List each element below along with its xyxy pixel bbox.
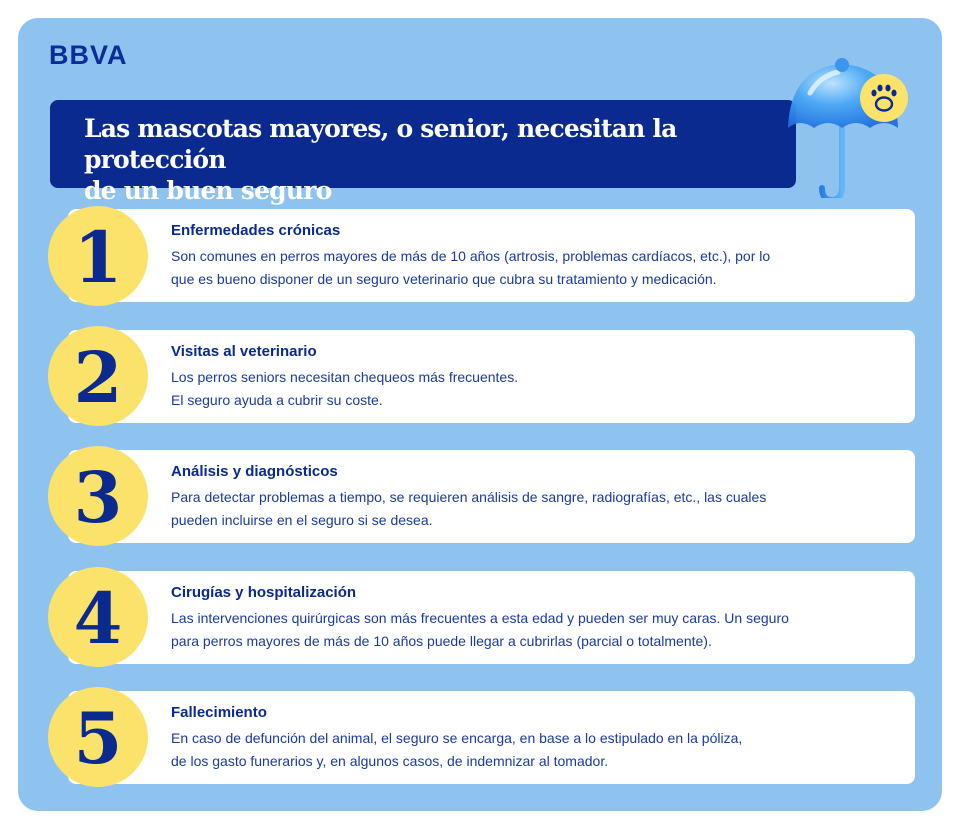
umbrella-icon bbox=[780, 38, 920, 198]
item-description-line: para perros mayores de más de 10 años puede llegar a cubrirlas (parcial o totalmente). bbox=[171, 633, 712, 649]
item-title: Enfermedades crónicas bbox=[171, 222, 341, 239]
list-item bbox=[68, 450, 915, 543]
item-description-line: pueden incluirse en el seguro si se desea. bbox=[171, 512, 433, 528]
paw-icon bbox=[860, 74, 908, 122]
item-title: Visitas al veterinario bbox=[171, 343, 317, 360]
title-line-2: de un buen seguro bbox=[84, 176, 332, 205]
item-description-line: de los gasto funerarios y, en algunos casos, de indemnizar al tomador. bbox=[171, 753, 609, 769]
item-number: 4 bbox=[73, 577, 123, 660]
number-badge bbox=[48, 446, 148, 546]
number-badge bbox=[48, 206, 148, 306]
page-title bbox=[84, 113, 776, 206]
title-banner bbox=[50, 100, 796, 205]
list-item bbox=[68, 691, 915, 784]
item-description-line: El seguro ayuda a cubrir su coste. bbox=[171, 392, 383, 408]
item-description-line: En caso de defunción del animal, el seguro se encarga, en base a lo estipulado en la póliza, bbox=[171, 730, 743, 746]
item-description-line: Las intervenciones quirúrgicas son más frecuentes a esta edad y pueden ser muy caras. Un seguro bbox=[171, 610, 789, 626]
item-title: Fallecimiento bbox=[171, 704, 267, 721]
number-badge bbox=[48, 687, 148, 787]
item-number: 2 bbox=[73, 336, 123, 419]
item-description bbox=[171, 245, 811, 291]
list-item bbox=[68, 209, 915, 302]
item-description bbox=[171, 727, 811, 773]
number-badge bbox=[48, 326, 148, 426]
item-number: 5 bbox=[73, 697, 123, 780]
list-item bbox=[68, 571, 915, 664]
item-number: 1 bbox=[73, 216, 123, 299]
infographic-card bbox=[18, 18, 942, 811]
item-description bbox=[171, 366, 811, 412]
item-title: Análisis y diagnósticos bbox=[171, 463, 338, 480]
item-title: Cirugías y hospitalización bbox=[171, 584, 357, 601]
item-description bbox=[171, 486, 811, 532]
list-item bbox=[68, 330, 915, 423]
title-line-1: Las mascotas mayores, o senior, necesitan la protección bbox=[84, 114, 677, 174]
item-description-line: que es bueno disponer de un seguro veterinario que cubra su tratamiento y medicación. bbox=[171, 271, 717, 287]
item-description-line: Para detectar problemas a tiempo, se requieren análisis de sangre, radiografías, etc., las cuales bbox=[171, 489, 767, 505]
item-number: 3 bbox=[73, 456, 123, 539]
number-badge bbox=[48, 567, 148, 667]
item-description bbox=[171, 607, 811, 653]
brand-logo: BBVA bbox=[49, 40, 128, 70]
item-description-line: Son comunes en perros mayores de más de 10 años (artrosis, problemas cardíacos, etc.), por lo bbox=[171, 248, 771, 264]
item-description-line: Los perros seniors necesitan chequeos más frecuentes. bbox=[171, 369, 519, 385]
